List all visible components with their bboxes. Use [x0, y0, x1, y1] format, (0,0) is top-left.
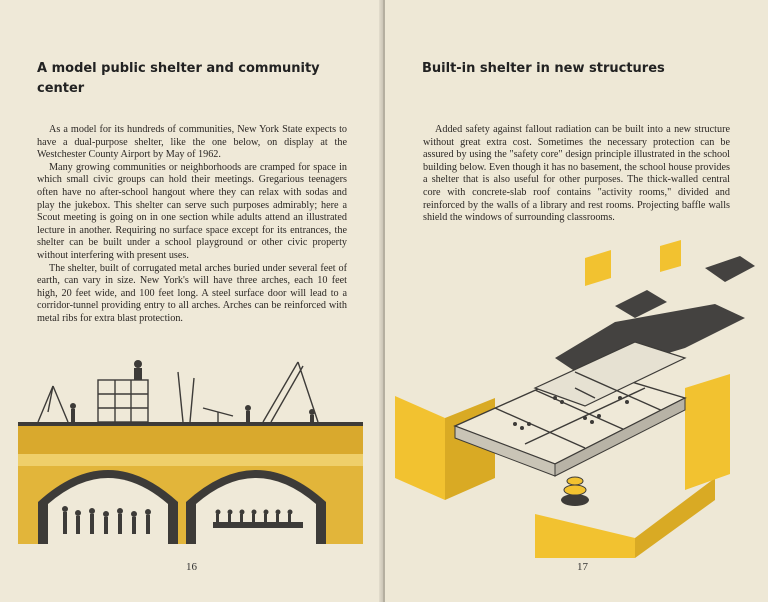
school-safety-core-illustration	[385, 238, 768, 558]
paragraph: As a model for its hundreds of communities, New York State expects to have a dual-purpose shelter, like the one below, on display at the Westchester County Airport by May of 1962.	[37, 124, 347, 161]
right-page	[385, 0, 768, 602]
page-title: Built-in shelter in new structures	[422, 61, 665, 76]
body-text	[37, 124, 347, 326]
left-page	[0, 0, 383, 602]
page-number: 17	[577, 561, 588, 573]
page-title: A model public shelter and community center	[37, 61, 320, 96]
paragraph: Many growing communities or neighborhoods are cramped for space in which small civic groups can hold their meetings. Gregarious teenagers often have no after-school hangout where they can relax with sodas and play the jukebox. This shelter can serve such purposes admirably; here a Scout meeting is going on in one section while adults attend an illustrated lecture in another. Requiring no surface space except for its entrances, the shelter can be built under a school playground or other civic property without interfering with present uses.	[37, 161, 347, 261]
paragraph: The shelter, built of corrugated metal arches buried under several feet of earth, can vary in size. New York's will have three arches, each 10 feet high, 20 feet wide, and 100 feet long. A steel surface door will lead to a corridor-tunnel providing entry to all arches. Arches can be reinforced with metal ribs for extra blast protection.	[37, 262, 347, 324]
underground-shelter-illustration	[18, 352, 363, 544]
body-text	[423, 124, 730, 225]
page-number: 16	[186, 561, 197, 573]
paragraph: Added safety against fallout radiation can be built into a new structure without great extra cost. Sometimes the necessary protection can be assured by using the "safety core" design principle illustrated in the school building below. Even though it has no basement, the school house provides a shelter that is also useful for other purposes. The thick-walled central core with concrete-slab roof contains "activity rooms," divided and reinforced by the walls of a library and rest rooms. Projecting baffle walls shield the windows of surrounding classrooms.	[423, 124, 730, 224]
